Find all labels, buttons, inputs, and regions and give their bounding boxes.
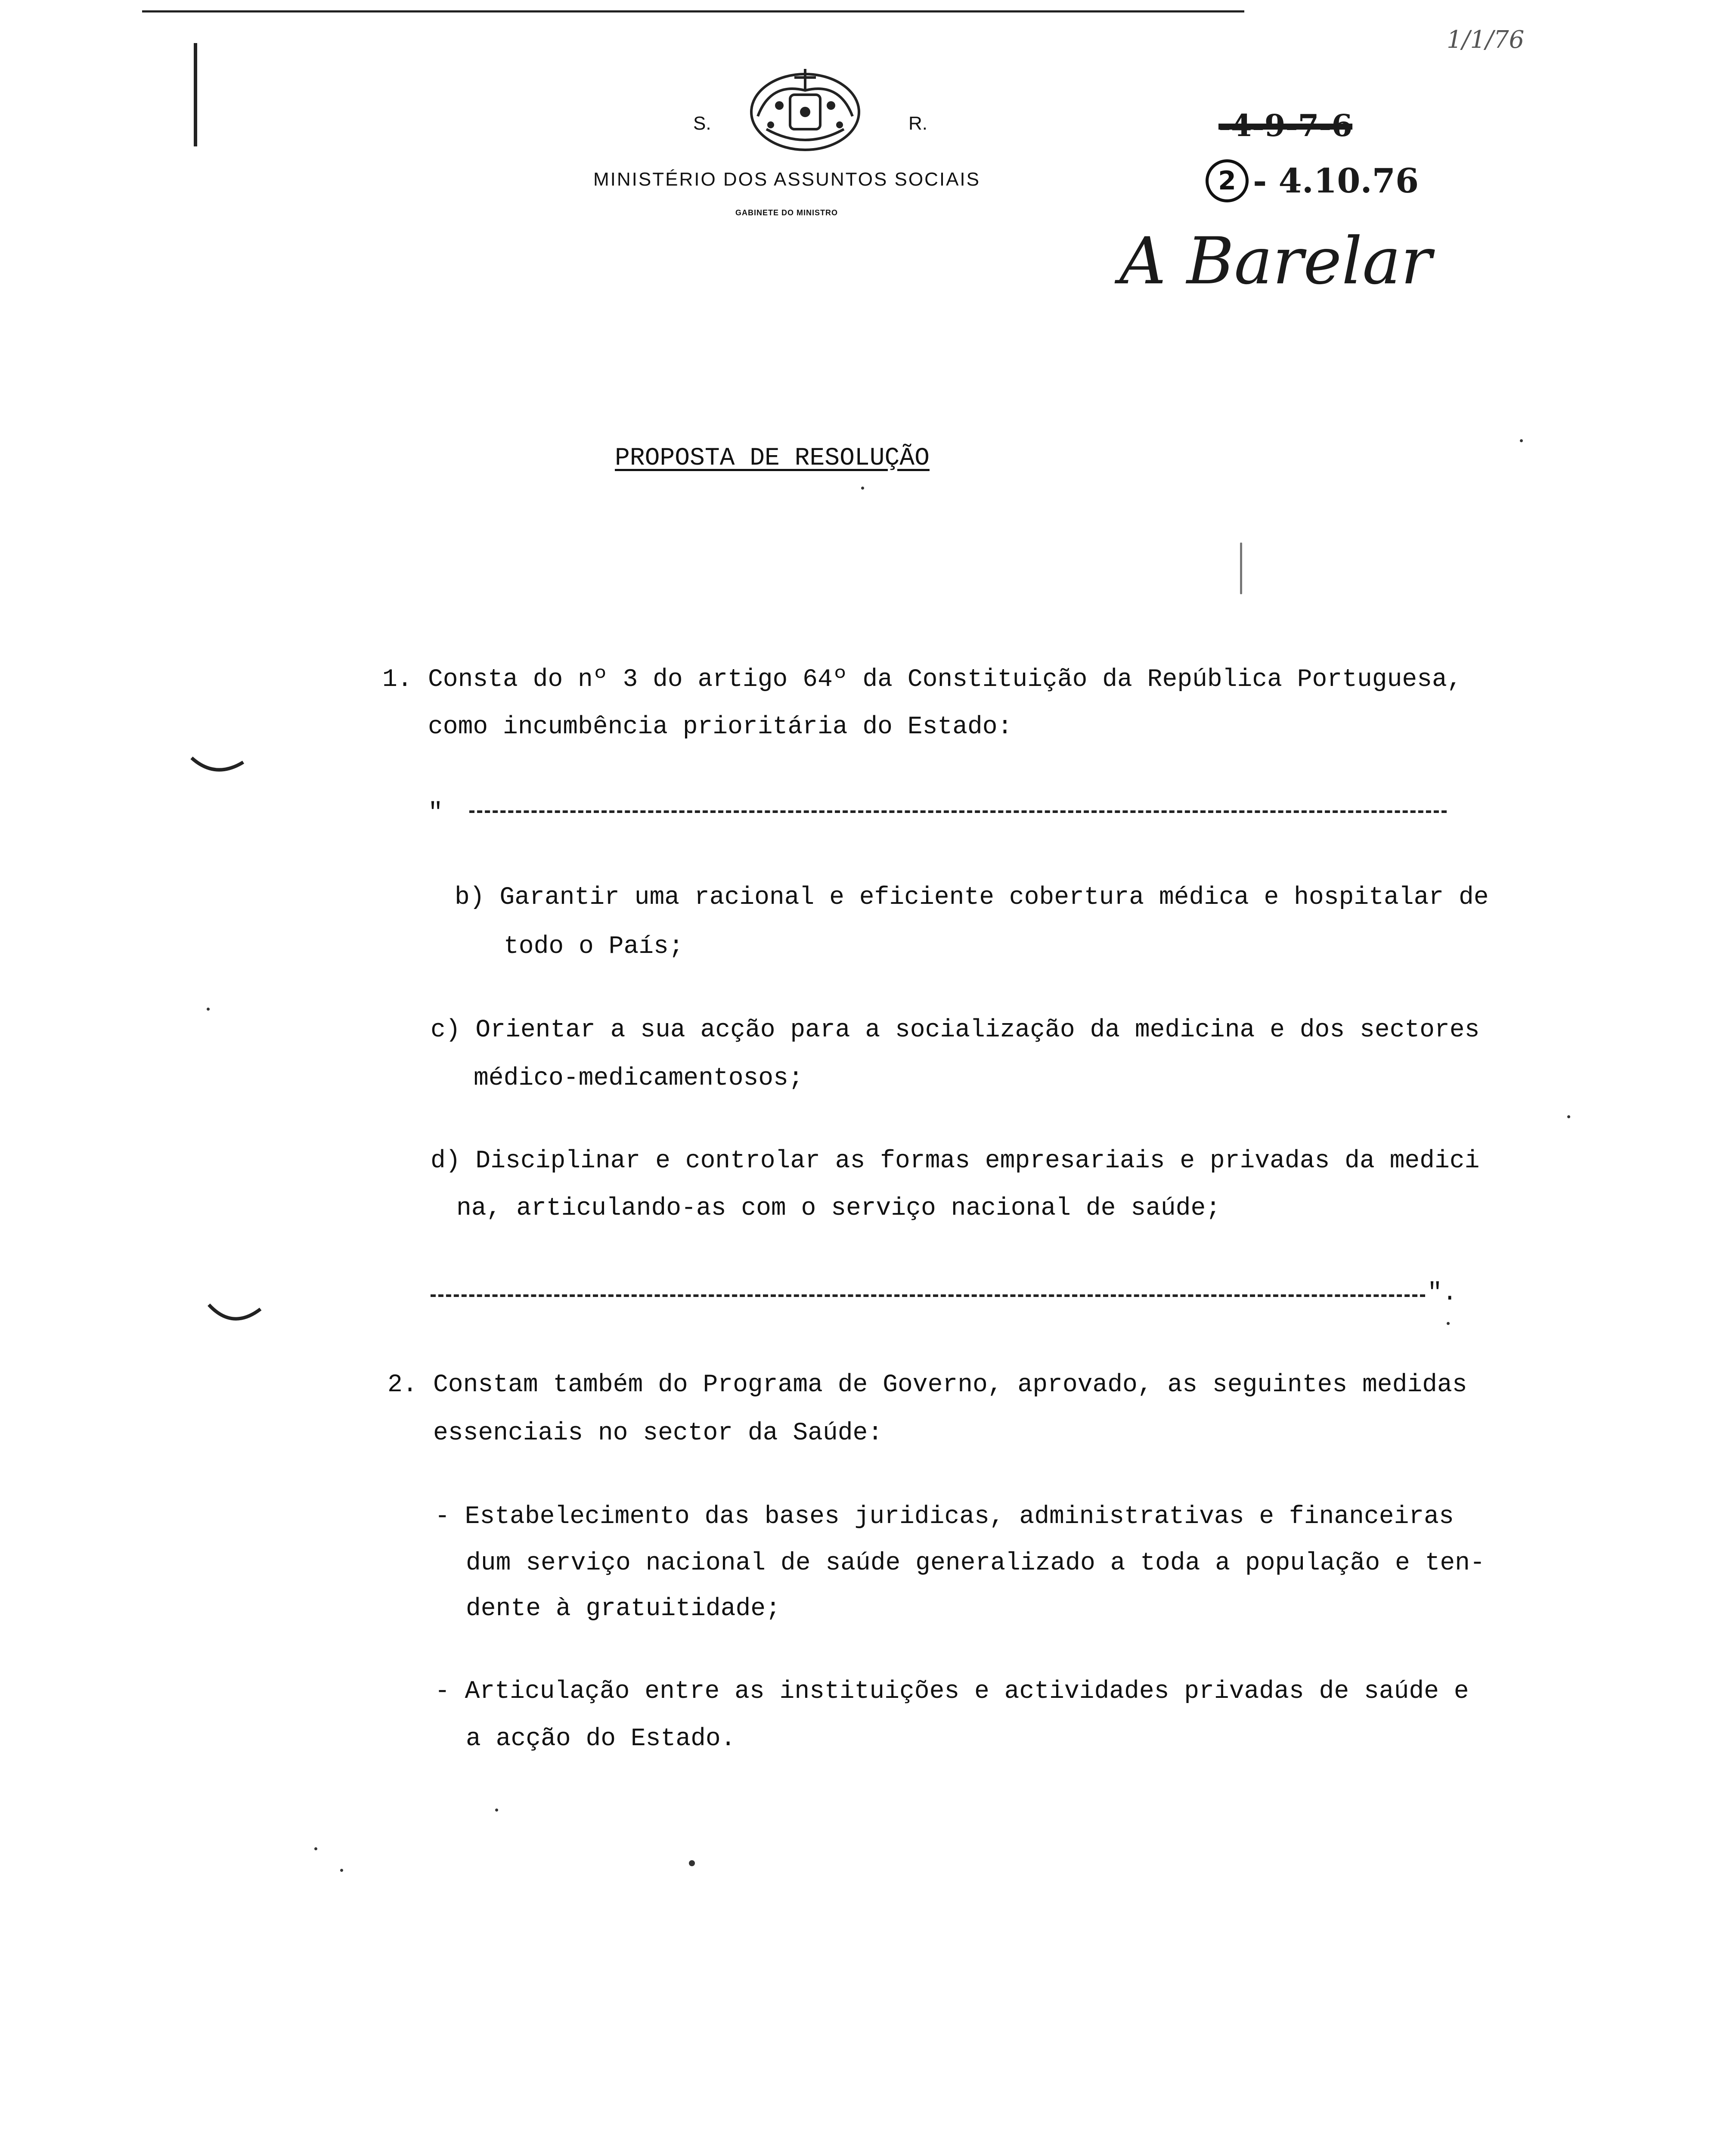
section-1-number: 1. [382, 666, 412, 694]
bullet-1-line-1: - Estabelecimento das bases juridicas, administrativas e financeiras [435, 1503, 1454, 1531]
scan-speck [689, 1860, 695, 1866]
handwritten-signature: A Barelar [1119, 224, 1432, 299]
scan-speck [207, 1008, 210, 1011]
office-name: GABINETE DO MINISTRO [735, 208, 838, 217]
quote-open: " [428, 799, 443, 827]
bullet-1-line-3: dente à gratuitidade; [466, 1595, 781, 1623]
scan-speck [495, 1809, 498, 1812]
item-c-line-1: c) Orientar a sua acção para a socialização da medicina e dos sectores [431, 1016, 1480, 1044]
circled-number-text: 2 [1218, 166, 1236, 196]
scan-speck [314, 1847, 317, 1850]
punch-hole-mark-upper [189, 754, 245, 779]
staple-mark [194, 43, 197, 146]
scan-speck [861, 487, 864, 490]
section-1-line-1: Consta do nº 3 do artigo 64º da Constituição da República Portuguesa, [428, 666, 1462, 694]
letterhead-right-letter: R. [908, 113, 927, 134]
bullet-2-line-2: a acção do Estado. [466, 1725, 736, 1753]
corner-page-annotation: 1/1/76 [1447, 26, 1525, 54]
quote-close: ". [1427, 1279, 1457, 1307]
ministry-name: MINISTÉRIO DOS ASSUNTOS SOCIAIS [593, 169, 981, 190]
section-2-line-1: Constam também do Programa de Governo, aprovado, as seguintes medidas [433, 1371, 1467, 1399]
document-title: PROPOSTA DE RESOLUÇÃO [615, 444, 930, 472]
handwritten-date: - 4.10.76 [1253, 161, 1419, 201]
ellipsis-dash-line-bottom [431, 1294, 1425, 1297]
item-d-line-1: d) Disciplinar e controlar as formas empresariais e privadas da medici [431, 1147, 1480, 1175]
bullet-2-line-1: - Articulação entre as instituições e actividades privadas de saúde e [435, 1678, 1469, 1706]
letterhead-left-letter: S. [693, 113, 711, 134]
struck-reference-number: -4-9-7-6 [1218, 108, 1353, 143]
section-1-line-2: como incumbência prioritária do Estado: [428, 713, 1013, 741]
punch-hole-mark-lower [207, 1300, 263, 1331]
coat-of-arms-emblem [741, 65, 870, 155]
scan-speck [340, 1869, 343, 1872]
section-2-line-2: essenciais no sector da Saúde: [433, 1419, 883, 1447]
scan-speck [1520, 439, 1523, 442]
item-c-line-2: médico-medicamentosos; [474, 1064, 803, 1092]
section-2-number: 2. [388, 1371, 418, 1399]
top-rule [142, 10, 1244, 12]
bullet-1-line-2: dum serviço nacional de saúde generalizado a toda a população e ten- [466, 1549, 1485, 1577]
scan-speck [1240, 543, 1242, 594]
ellipsis-dash-line-top [469, 810, 1447, 813]
item-b-line-2: todo o País; [504, 933, 684, 961]
item-d-line-2: na, articulando-as com o serviço nacional de saúde; [456, 1194, 1221, 1222]
circled-number [1206, 159, 1249, 202]
scan-speck [1567, 1115, 1570, 1118]
scan-speck [1447, 1322, 1450, 1325]
item-b-line-1: b) Garantir uma racional e eficiente cobertura médica e hospitalar de [455, 884, 1489, 912]
